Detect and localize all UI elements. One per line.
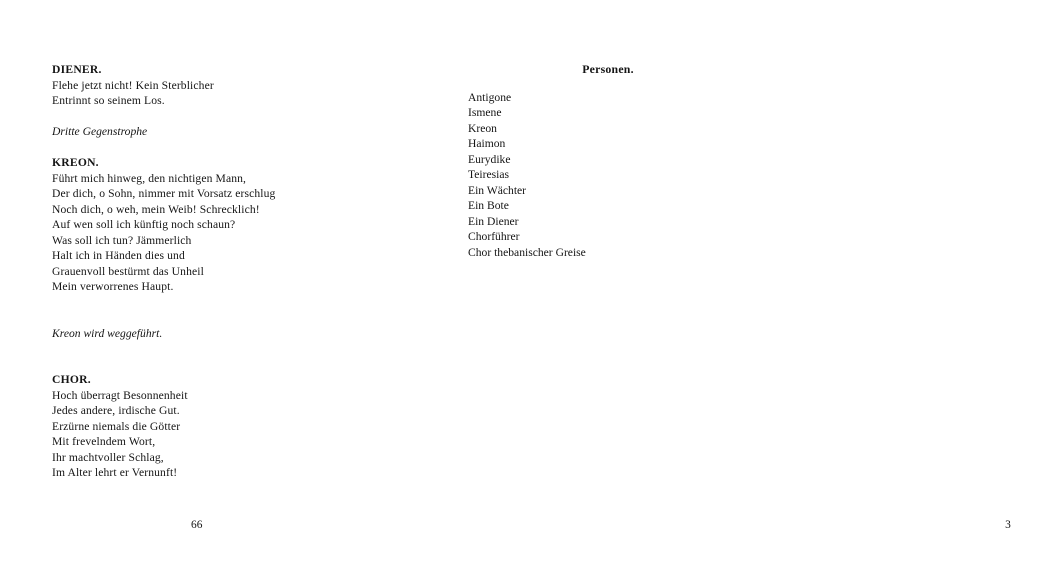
list-item: Eurydike	[468, 152, 511, 166]
verse-line: Der dich, o Sohn, nimmer mit Vorsatz erschlug	[52, 187, 276, 200]
block-spacer	[52, 310, 382, 326]
stage-direction-dritte-gegenstrophe: Dritte Gegenstrophe	[52, 125, 148, 138]
list-item: Ein Wächter	[468, 183, 527, 197]
speech-block-chor	[52, 372, 382, 481]
verse-line: Führt mich hinweg, den nichtigen Mann,	[52, 171, 247, 185]
list-item: Antigone	[468, 90, 512, 104]
verse-line: Auf wen soll ich künftig noch schaun?	[52, 218, 236, 231]
verse-line: Entrinnt so seinem Los.	[52, 94, 165, 107]
verse-line: Jedes andere, irdische Gut.	[52, 404, 180, 417]
verse-line: Im Alter lehrt er Vernunft!	[52, 466, 178, 479]
cast-list	[468, 90, 788, 261]
verse-line: Grauenvoll bestürmt das Unheil	[52, 264, 204, 278]
list-item: Ismene	[468, 106, 502, 119]
right-page	[400, 0, 1011, 566]
page-number-left: 66	[191, 519, 203, 531]
left-page-text-column	[52, 62, 382, 481]
verse-line: Hoch überragt Besonnenheit	[52, 388, 188, 402]
list-item: Chorführer	[468, 230, 520, 243]
list-item: Ein Diener	[468, 214, 519, 228]
speaker-name-kreon: KREON.	[52, 156, 99, 169]
speaker-name-diener: DIENER.	[52, 63, 102, 76]
list-item: Teiresias	[468, 168, 510, 181]
verse-line: Mit frevelndem Wort,	[52, 435, 156, 448]
verse-line: Mein verworrenes Haupt.	[52, 280, 174, 293]
cast-list-heading: Personen.	[582, 62, 634, 76]
verse-line: Flehe jetzt nicht! Kein Sterblicher	[52, 78, 214, 92]
stage-direction-kreon-wird-weggefuehrt: Kreon wird weggeführt.	[52, 326, 163, 340]
speech-block-kreon	[52, 155, 382, 295]
page-number-right: 3	[1005, 519, 1011, 531]
block-spacer	[52, 140, 382, 156]
list-item: Kreon	[468, 121, 497, 135]
block-spacer	[52, 341, 382, 357]
verse-line: Halt ich in Händen dies und	[52, 249, 185, 262]
right-page-text-column	[468, 62, 788, 260]
verse-line: Was soll ich tun? Jämmerlich	[52, 233, 192, 247]
list-item: Haimon	[468, 137, 506, 150]
left-page	[0, 0, 400, 566]
speaker-name-chor: CHOR.	[52, 373, 91, 386]
verse-line: Noch dich, o weh, mein Weib! Schrecklich!	[52, 202, 260, 216]
speech-block-diener	[52, 62, 382, 109]
block-spacer	[52, 109, 382, 125]
verse-line: Erzürne niemals die Götter	[52, 419, 181, 433]
verse-line: Ihr machtvoller Schlag,	[52, 450, 164, 464]
block-spacer	[52, 295, 382, 311]
list-item: Ein Bote	[468, 199, 509, 212]
list-item: Chor thebanischer Greise	[468, 245, 586, 259]
block-spacer	[52, 357, 382, 373]
